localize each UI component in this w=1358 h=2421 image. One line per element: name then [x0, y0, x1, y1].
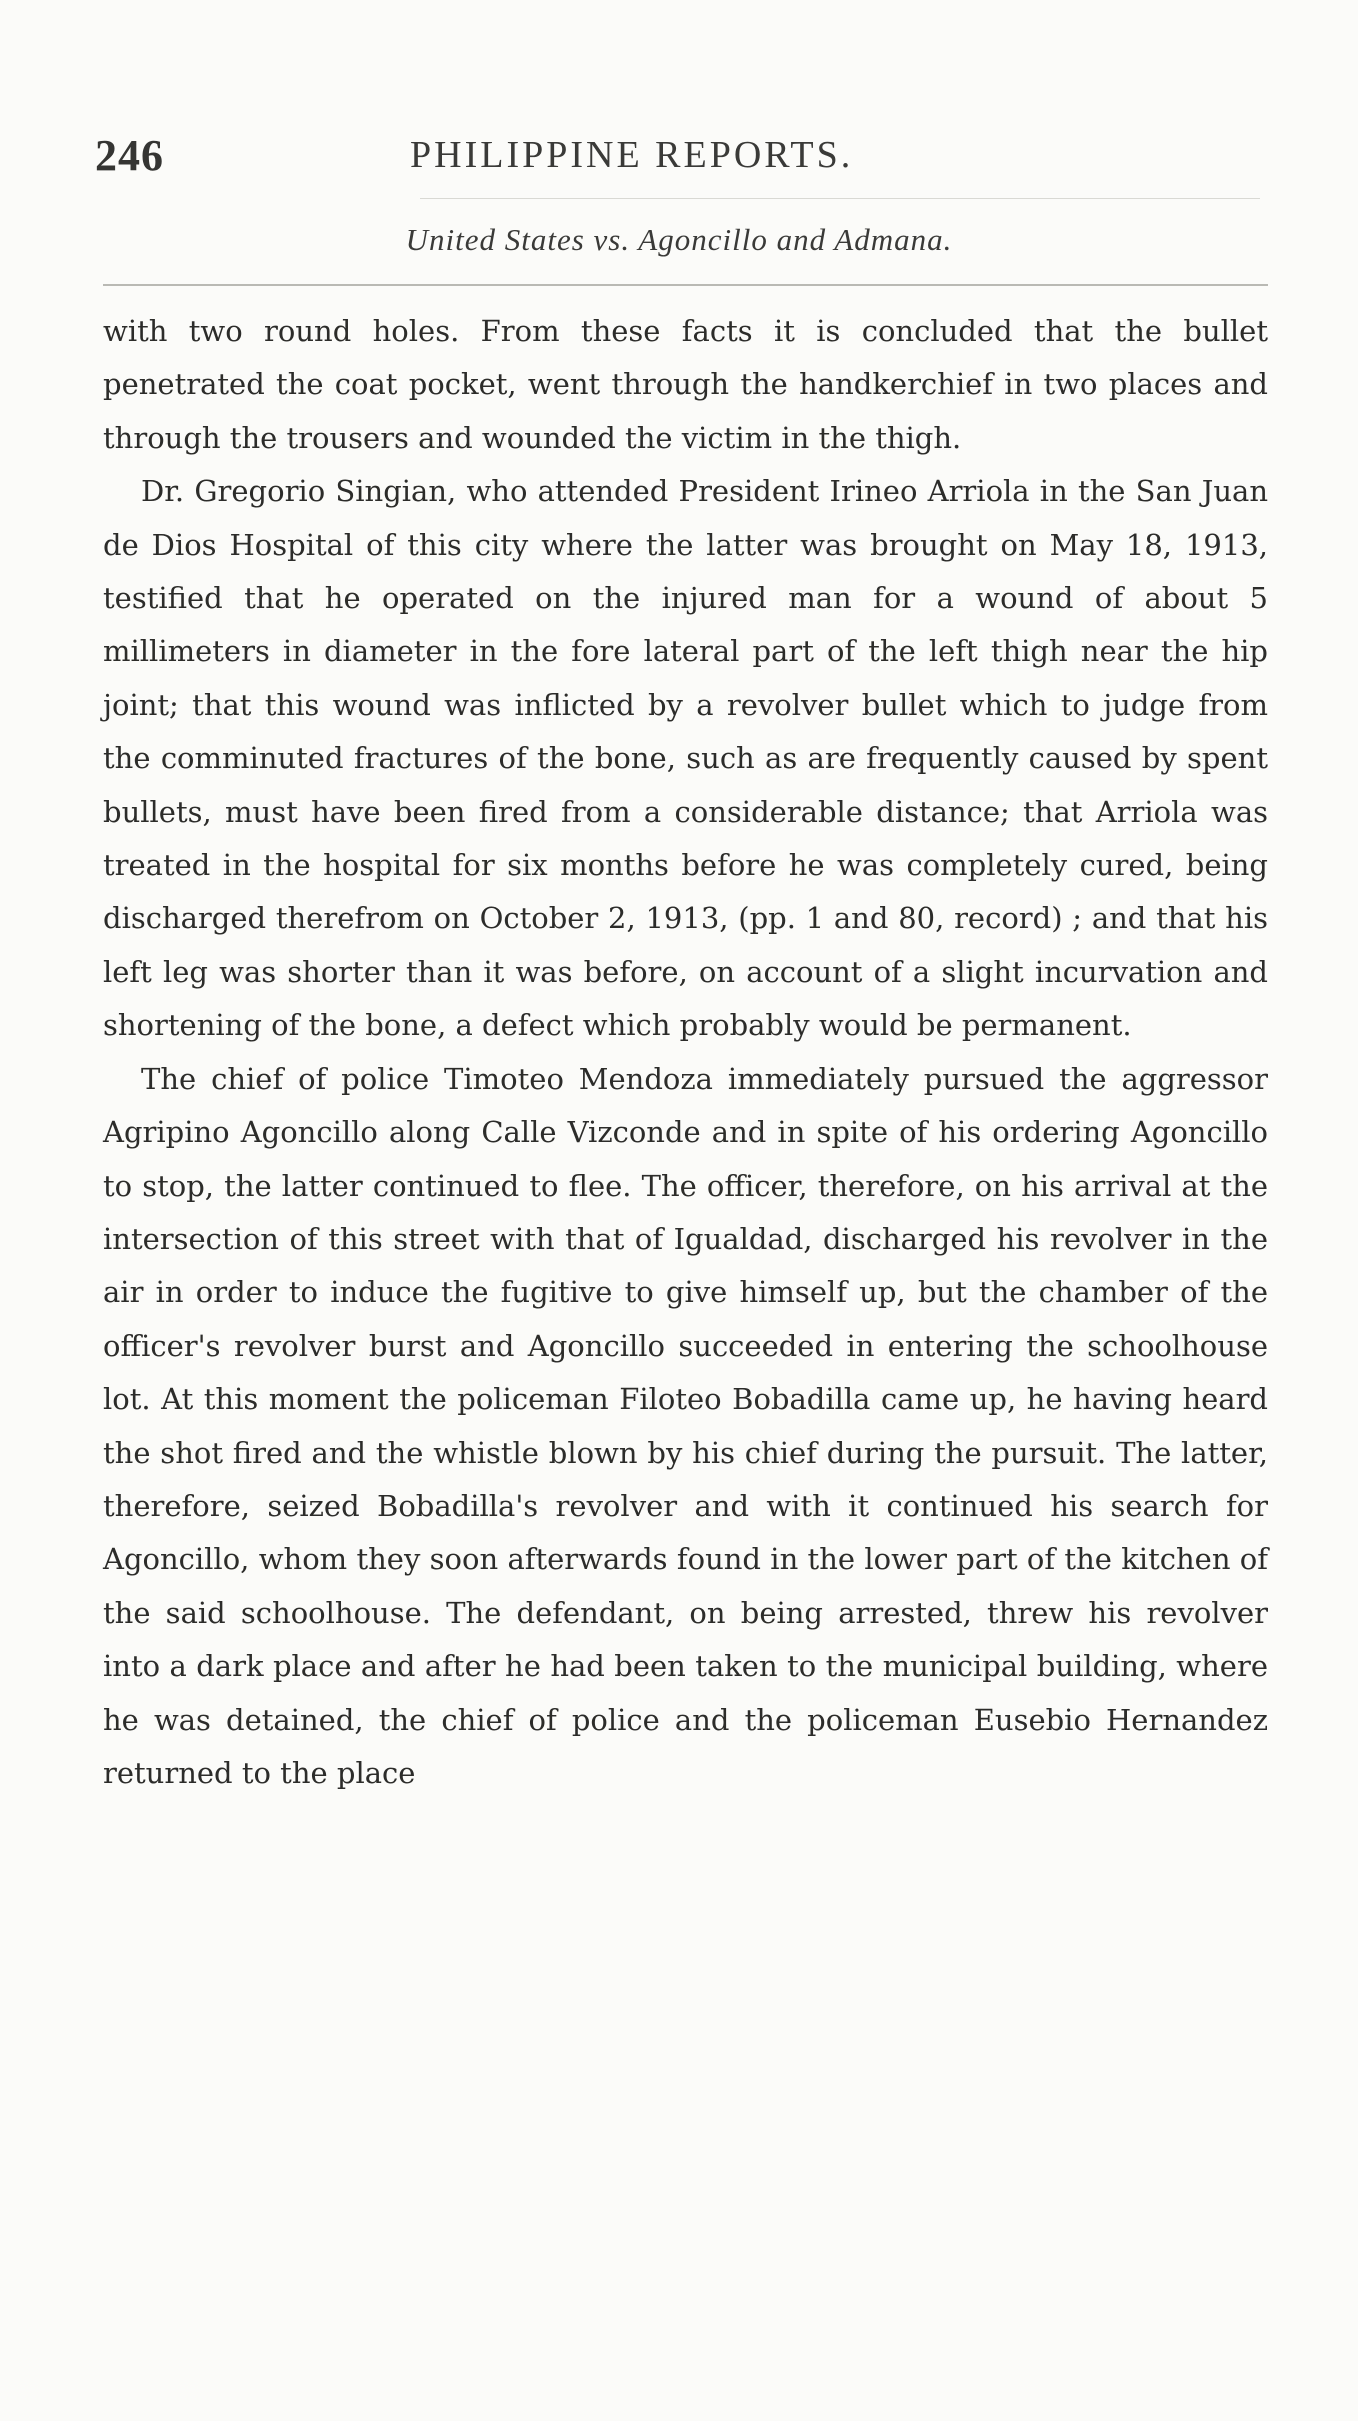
header-rule: [103, 284, 1268, 286]
paragraph-continuation: with two round holes. From these facts it is concluded that the bullet penetrated the coat pocket, went through the handkerchief in two places and through the trousers and wounded the victim in the thigh.: [103, 314, 1268, 455]
body-text: [103, 305, 1268, 1800]
paragraph-singian-testimony: Dr. Gregorio Singian, who attended President Irineo Arriola in the San Juan de Dios Hospital of this city where the latter was brought on May 18, 1913, testified that he operated on the injured man for a wound of about 5 millimeters in diameter in the fore lateral part of the left thigh near the hip joint; that this wound was inflicted by a revolver bullet which to judge from the comminuted fractures of the bone, such as are frequently caused by spent bullets, must have been fired from a considerable distance; that Arriola was treated in the hospital for six months before he was completely cured, being discharged therefrom on October 2, 1913, (pp. 1 and 80, record) ; and that his left leg was shorter than it was before, on account of a slight incurvation and shortening of the bone, a defect which probably would be permanent.: [103, 474, 1268, 1043]
running-head: PHILIPPINE REPORTS.: [410, 134, 854, 176]
case-title: United States vs. Agoncillo and Admana.: [405, 222, 953, 257]
paragraph-pursuit: The chief of police Timoteo Mendoza immediately pursued the aggressor Agripino Agoncillo along Calle Vizconde and in spite of his ordering Agoncillo to stop, the latter continued to flee. The officer, therefore, on his arrival at the intersection of this street with that of Igualdad, discharged his revolver in the air in order to induce the fugitive to give himself up, but the chamber of the officer's revolver burst and Agoncillo succeeded in entering the schoolhouse lot. At this moment the policeman Filoteo Bobadilla came up, he having heard the shot fired and the whistle blown by his chief during the pursuit. The latter, therefore, seized Bobadilla's revolver and with it continued his search for Agoncillo, whom they soon afterwards found in the lower part of the kitchen of the said schoolhouse. The defendant, on being arrested, threw his revolver into a dark place and after he had been taken to the municipal building, where he was detained, the chief of police and the policeman Eusebio Hernandez returned to the place: [103, 1061, 1268, 1790]
page-number: 246: [95, 131, 164, 180]
header-faint-rule: [420, 198, 1260, 199]
